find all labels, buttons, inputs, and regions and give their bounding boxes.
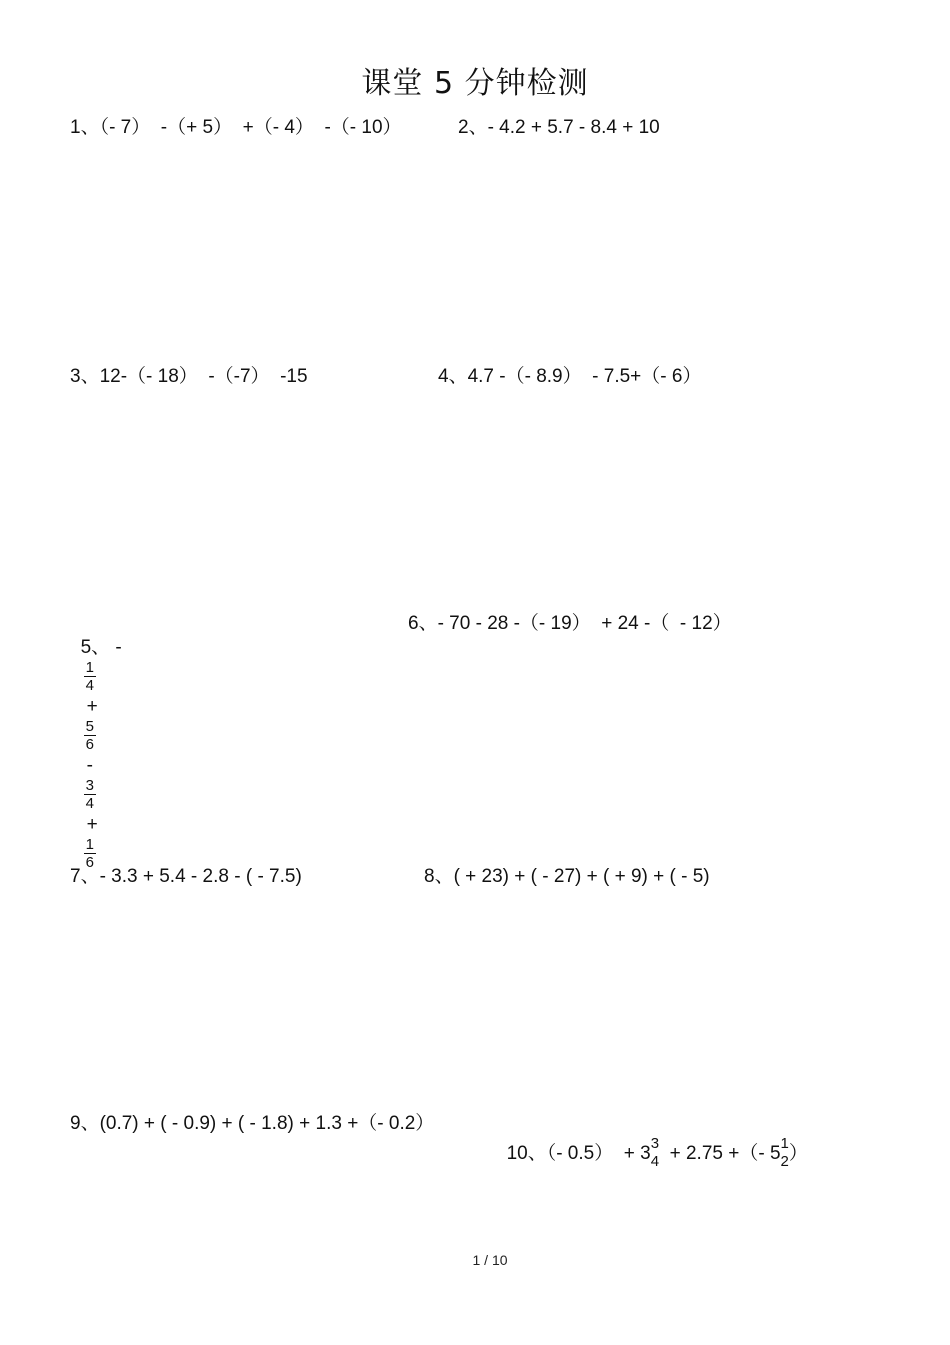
numerator: 1 (780, 1135, 789, 1152)
fraction (84, 718, 96, 753)
mixed-fraction (781, 1135, 789, 1171)
numerator: 1 (85, 659, 94, 676)
problem-8: 8、( + 23) + ( - 27) + ( + 9) + ( - 5) (424, 866, 710, 887)
operator: - (86, 755, 93, 776)
problem-10-part3: ） (788, 1143, 808, 1165)
page-number: 1 / 10 (472, 1252, 508, 1268)
operator: + (86, 696, 98, 717)
denominator: 4 (650, 1153, 660, 1170)
problem-10 (496, 1112, 808, 1172)
problem-6: 6、- 70 - 28 -（- 19） + 24 -（ - 12） (408, 613, 732, 634)
numerator: 1 (85, 836, 94, 853)
denominator: 4 (85, 677, 94, 694)
denominator: 4 (85, 795, 94, 812)
numerator: 3 (650, 1135, 660, 1152)
problem-9: 9、(0.7) + ( - 0.9) + ( - 1.8) + 1.3 +（- 0.2） (70, 1113, 435, 1134)
denominator: 6 (85, 736, 94, 753)
problem-3: 3、12-（- 18） -（-7） -15 (70, 366, 308, 387)
problem-10-part1: 10、（- 0.5） + 3 (506, 1143, 651, 1165)
denominator: 6 (85, 854, 94, 871)
operator: + (86, 814, 98, 835)
denominator: 2 (780, 1153, 789, 1170)
fraction (84, 777, 96, 812)
page-title: 课堂 5 分钟检测 (361, 66, 589, 101)
numerator: 5 (85, 718, 94, 735)
mixed-fraction (651, 1135, 659, 1171)
fraction (84, 659, 96, 694)
problem-2: 2、- 4.2 + 5.7 - 8.4 + 10 (458, 117, 660, 138)
problem-7: 7、- 3.3 + 5.4 - 2.8 - ( - 7.5) (70, 866, 302, 887)
problem-5-prefix: 5、 - (80, 637, 122, 658)
problem-4: 4、4.7 -（- 8.9） - 7.5+（- 6） (438, 366, 702, 387)
problem-1: 1、（- 7） -（+ 5） +（- 4） -（- 10） (70, 117, 402, 138)
problem-5 (70, 612, 122, 872)
numerator: 3 (85, 777, 94, 794)
problem-10-part2: + 2.75 +（- 5 (659, 1143, 781, 1165)
